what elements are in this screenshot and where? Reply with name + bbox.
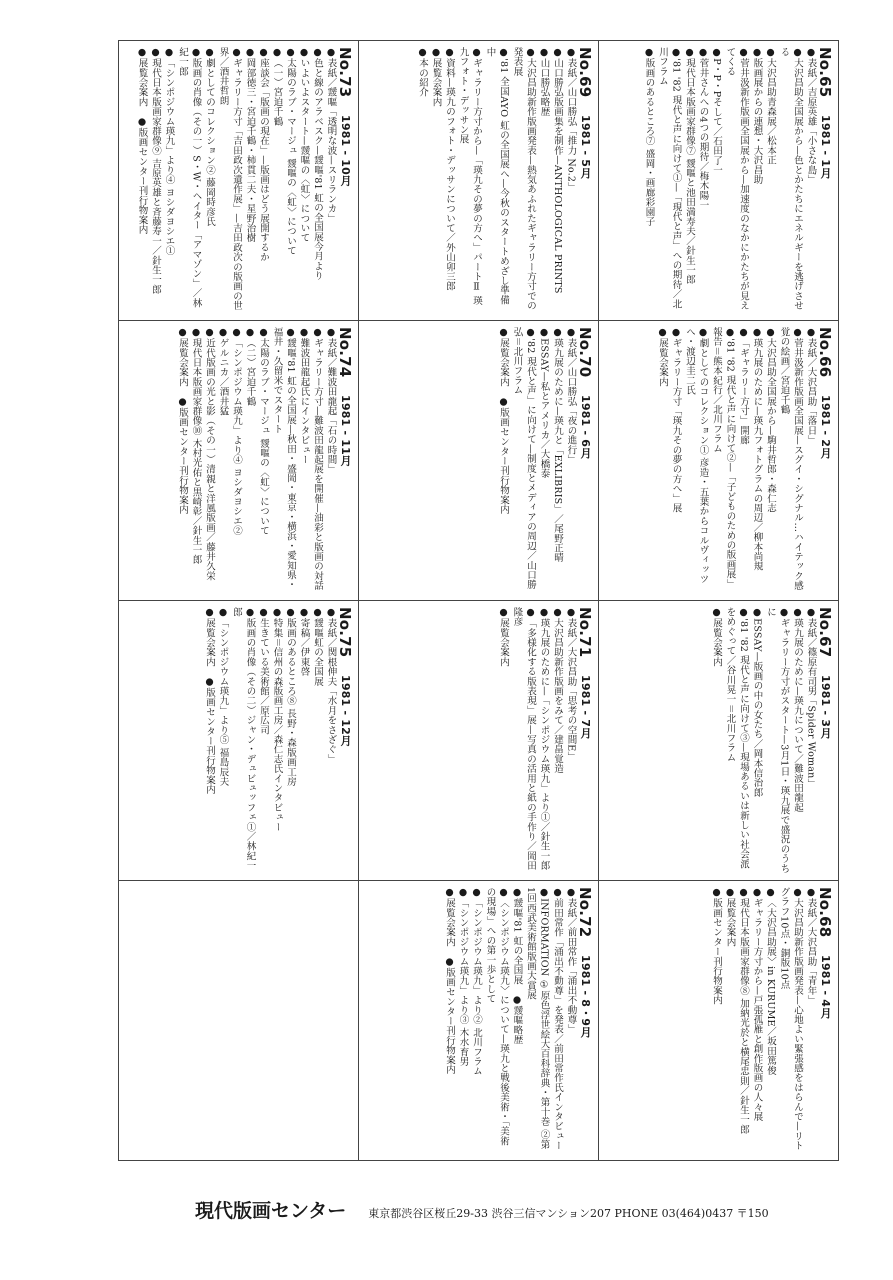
issue-date: 1981 ‐ 11月 <box>339 395 352 467</box>
article-entry: ●難波田龍起氏にインタビュー <box>298 327 310 465</box>
article-entry: ●大沢昌助全国展から—色とかたちにエネルギーを逃げさせる <box>778 47 803 311</box>
issue-cell <box>599 41 839 321</box>
article-entry: ●「シンポジウム瑛九」より② 北川フラム <box>471 887 482 1077</box>
article-entry: ●版画のあるところ⑦ 盛岡・画廊彩園子 <box>643 47 655 227</box>
article-entry: ●ギャラリー方寸—難波田龍起展を開催—油彩と版画の対話 <box>312 327 323 591</box>
article-entry: ●靉嘔'81 虹の全国展—秋田・盛岡・東京・横浜・愛知県・福井・久留米でスタート <box>271 327 296 590</box>
article-entry: ●ギャラリー方寸「吉田政次遺作展」—吉田政次の版画の世界／酒井哲朗 <box>217 47 242 311</box>
article-entry: ●P・P・Pそして／石田了一 <box>711 47 722 175</box>
article-entry: ●'81 '82 現代と声に向けて②—「子どものための版画展」報告＝熊本紀行／北川フラム <box>711 327 736 589</box>
issue-number: No.65 <box>816 47 834 98</box>
article-entry: ●版画のあるところ⑧ 長野・森版画工房 <box>285 607 296 787</box>
issue-number: No.75 <box>336 607 354 658</box>
issue-number: No.71 <box>576 607 594 658</box>
article-entry: ●劇としてのコレクション② 藤岡時彦氏 <box>204 47 215 227</box>
article-entry: ●菅井汲新作版画全国展—スグイ・シグナル…ハイテック感覚の絵画／宮迫千鶴 <box>778 327 803 591</box>
issue-heading <box>338 327 353 594</box>
article-entry: ●表紙／山口勝弘「推力 No.2」 <box>565 47 577 192</box>
article-entry: ●展覧会案内 <box>711 607 722 667</box>
issue-contents <box>710 887 833 1154</box>
issue-heading <box>578 327 593 594</box>
issue-heading <box>818 887 833 1154</box>
article-entry: ●岡部徳三・宮迫千鶴・柿貫二夫・星野治樹 <box>244 47 256 243</box>
article-entry: ●ギャラリー方寸がスタート—3月1日・瑛九展で盛況のうちに <box>765 607 790 874</box>
article-entry: ●大沢昌助全国展から—駒井哲郎・森仁志 <box>765 327 776 513</box>
article-entry: ●「シンポジウム瑛九」より③ 木水育男 <box>457 887 469 1067</box>
article-entry: ●「ギャラリー方寸」開廊 <box>738 327 749 445</box>
issue-date: 1981 ‐ 12月 <box>339 675 352 747</box>
issue-index-grid <box>118 40 839 1161</box>
article-entry: ●ギャラリー方寸から—「瑛九その夢の方へ」パートⅡ 瑛九フォト・デッサン展 <box>457 47 482 306</box>
article-entry: ●「シンポジウム瑛九」より④ ヨシダヨシエ② <box>231 327 242 536</box>
issue-number: No.67 <box>816 607 834 658</box>
article-entry: ●座談会「版画の現在」—版画はどう展開するか <box>258 47 269 262</box>
article-entry: ●大沢昌助青森展／松本正 <box>765 47 776 165</box>
issue-contents <box>710 607 833 874</box>
article-entry: ●山口勝弘版画集を制作—ANTHOLOGICAL PRINTS <box>552 47 563 294</box>
article-entry: ●いよいよスタート—靉嘔の〈虹〉について <box>298 47 310 243</box>
article-entry: ●展覧会案内 ●版画センター刊行物案内 <box>204 607 215 795</box>
article-entry: ●ゲルニカ／酒井猛 <box>217 327 229 416</box>
article-entry: ●〈大沢昌助展〉in KURUME／坂田篤俊 <box>765 887 776 1076</box>
article-entry: ●ギャラリー方寸「瑛九その夢の方へ」展 <box>670 327 682 513</box>
issue-date: 1981 ‐ 2月 <box>819 395 832 459</box>
article-entry: ●'81 '82 現代と声に向けて③—現場あるいは新しい社会派をめぐって／谷川晃一＝北川フラム <box>724 607 749 869</box>
issue-date: 1981 ‐ 10月 <box>339 115 352 187</box>
article-entry: ●特集＝信州の森版画工房／森仁志氏インタビュー <box>271 607 283 832</box>
article-entry: ●表紙／大沢昌助「思考の空間E」 <box>565 607 577 762</box>
issue-heading <box>578 887 593 1154</box>
article-entry: ●版画展からの連想・大沢昌助 <box>751 47 763 185</box>
article-entry: ●表紙／山口勝弘「夜の進行」 <box>565 327 577 465</box>
article-entry: ●表紙／吉原英雄「小さな島」 <box>805 47 817 185</box>
article-entry: ●菅井さんへの4つの期待／梅木陽一 <box>697 47 709 210</box>
article-entry: ●表紙／難波田龍起「石の時間」 <box>325 327 337 474</box>
article-entry: ●靉嘔虹の全国展 <box>312 607 323 687</box>
article-entry: ●'81 全国AYO 虹の全国展へ—今秋のスタートめざし準備中 <box>484 47 509 305</box>
article-entry: ●本の紹介 <box>417 47 428 97</box>
article-entry: ●展覧会案内 <box>498 607 509 667</box>
article-entry: ●表紙／篠原有司男「Spider Woman」 <box>805 607 817 789</box>
issue-cell <box>359 601 599 881</box>
article-entry: ●現代日本版画家群像⑦ 靉嘔と池田満寿夫／針生一郎 <box>684 47 695 285</box>
article-entry: ●靉嘔'81 虹の全国展 ●靉嘔略歴 <box>511 887 523 1045</box>
article-entry: ●展覧会案内 <box>430 47 442 107</box>
issue-contents <box>203 607 353 874</box>
article-entry: ●（一）宮迫千鶴 <box>271 47 283 127</box>
issue-date: 1981 ‐ 1月 <box>819 115 832 179</box>
article-entry: ●表紙／前田常作「涌出不動尊」 <box>565 887 577 1034</box>
issue-cell <box>599 321 839 601</box>
article-entry: ●大沢昌助新作版画発表—心地よい緊張感をはらんで—リトグラフ10点・銅版10点 <box>778 887 803 1151</box>
issue-date: 1981 ‐ 6月 <box>579 395 592 459</box>
article-entry: ●'81 '82 現代と声に向けて①—「現代と声」への期待／北川フラム <box>657 47 682 309</box>
article-entry: ●「シンポジウム瑛九」より⑤ 福島辰夫 <box>217 607 229 787</box>
article-entry: ●瑛九展のために—瑛九と「EXLIBRIS」／尾野正晴 <box>552 327 563 563</box>
issue-cell <box>119 601 359 881</box>
article-entry: ●版画の肖像（その二）ジャン・デュビュッフェ①／林紀一郎 <box>231 607 256 871</box>
article-entry: ●山口勝弘略歴 <box>538 47 550 117</box>
issue-contents <box>642 47 832 314</box>
article-entry: ●現代日本版画家群像⑧ 加納光於と横尾忠則／針生一郎 <box>738 887 749 1135</box>
issue-number: No.72 <box>576 887 594 938</box>
issue-heading <box>578 607 593 874</box>
issue-cell <box>119 321 359 601</box>
article-entry: ●ESSAY—版画の中の女たち／岡本信治郎 <box>751 607 763 798</box>
issue-date: 1981 ‐ 8・9月 <box>579 955 592 1038</box>
issue-date: 1981 ‐ 5月 <box>579 115 592 179</box>
issue-contents <box>176 327 353 594</box>
issue-cell <box>599 881 839 1161</box>
article-entry: ●展覧会案内 <box>657 327 668 387</box>
article-entry: ●展覧会案内 ●版画センター刊行物案内 <box>136 47 148 235</box>
article-entry: ●資料—瑛九のフォト・デッサンについて／外山卯三郎 <box>444 47 455 291</box>
article-entry: ●大沢昌助新作版画発表—熱気あふれたギャラリー方寸での発表展 <box>511 47 536 311</box>
article-entry: ●INFORMATION ①原色浮世絵大百科辞典・第十巻 ②第1回西武美術館版画大賞展 <box>525 887 550 1150</box>
issue-number: No.70 <box>576 327 594 378</box>
issue-contents <box>497 607 593 874</box>
article-entry: ●表紙／大沢昌助「青年」 <box>805 887 817 1005</box>
issue-number: No.69 <box>576 47 594 98</box>
article-entry: ●現代日本版画家群像⑨ 吉原英雄と斉藤寿一／針生一郎 <box>150 47 161 295</box>
article-entry: ●版画センター刊行物案内 <box>711 887 722 1005</box>
issue-heading <box>818 327 833 594</box>
article-entry: ●瑛九展のために—瑛九フォトグラムの周辺／柳本尚規 <box>751 327 763 571</box>
article-entry: ●展覧会案内 ●版画センター刊行物案内 <box>498 327 509 515</box>
issue-contents <box>135 47 352 314</box>
article-entry: ●「シンポジウム瑛九」より④ ヨシダヨシエ① <box>163 47 175 256</box>
issue-date: 1981 ‐ 7月 <box>579 675 592 739</box>
article-entry: ●大沢昌助新作版画をみて／建畠覚造 <box>552 607 563 774</box>
article-entry: ●寄稿／伊東啓 <box>298 607 310 677</box>
publisher-footer <box>195 1196 769 1223</box>
article-entry: ●表紙／靉嘔「透明な波—スリランカ」 <box>325 47 337 224</box>
article-entry: ●'82 現代と声」に向けて—制度とメディアの周辺／山口勝弘＝北川フラム <box>511 327 536 590</box>
article-entry: ●ESSAY—私とアメリカ／大橋泰 <box>538 327 550 479</box>
article-entry: ●色と線のアラベスク—靉嘔'81 虹の全国展今月より <box>312 47 323 281</box>
issue-contents <box>497 327 593 594</box>
issue-contents <box>656 327 833 594</box>
issue-heading <box>818 607 833 874</box>
issue-cell <box>359 41 599 321</box>
article-entry: ●〈シンポジウム瑛九〉について—瑛九と戦後美術・「美術の現場」への第一歩として <box>484 887 509 1146</box>
article-entry: ●ギャラリー方寸から—戸張孤雁と創作版画の人々展 <box>751 887 763 1122</box>
issue-number: No.73 <box>336 47 354 98</box>
issue-date: 1981 ‐ 4月 <box>819 955 832 1019</box>
article-entry: ●瑛九展のために—瑛九について／難波田龍起 <box>792 607 803 813</box>
issue-heading <box>578 47 593 314</box>
issue-cell <box>599 601 839 881</box>
issue-contents <box>443 887 593 1154</box>
issue-date: 1981 ‐ 3月 <box>819 675 832 739</box>
issue-number: No.68 <box>816 887 834 938</box>
issue-number: No.66 <box>816 327 834 378</box>
article-entry: ●展覧会案内 ●版画センター刊行物案内 <box>177 327 188 515</box>
article-entry: ●（二）宮迫千鶴 <box>244 327 256 407</box>
publisher-address: 東京都渋谷区桜丘29‐33 渋谷三信マンション207 PHONE 03(464)0437 〒150 <box>368 1207 769 1220</box>
issue-heading <box>338 607 353 874</box>
article-entry: ●展覧会案内 <box>724 887 736 947</box>
article-entry: ●「多様化する版表現」展—写真の活用と紙の手作り／岡田隆彦 <box>511 607 536 871</box>
article-entry: ●現代日本版画家群像⑩ 木村光佑と黒崎彰／針生一郎 <box>190 327 202 565</box>
issue-cell <box>359 321 599 601</box>
article-entry: ●太陽のラブ・マージュ 靉嘔の〈虹〉について <box>285 47 296 256</box>
article-entry: ●展覧会案内 ●版画センター刊行物案内 <box>444 887 455 1075</box>
article-entry: ●表紙／大沢昌助「落日」 <box>805 327 817 445</box>
article-entry: ●瑛九展のために—「シンポジウム瑛九」より①／針生一郎 <box>538 607 550 871</box>
article-entry: ●版画の肖像（その一）S・W・ヘイター「アマゾン」／林紀一郎 <box>177 47 202 308</box>
issue-number: No.74 <box>336 327 354 378</box>
article-entry: ●生きている美術館／原広司 <box>258 607 269 735</box>
publisher-name: 現代版画センター <box>195 1200 347 1222</box>
article-entry: ●太陽のラブ・マージュ 靉嘔の〈虹〉について <box>258 327 269 536</box>
issue-cell <box>119 41 359 321</box>
issue-heading <box>338 47 353 314</box>
article-entry: ●前田常作「涌出不動尊」を発表／前田常作氏インタビュー <box>552 887 563 1151</box>
article-entry: ●近代版画の光と影（その一）清親と洋風版画／藤井久栄 <box>204 327 215 581</box>
article-entry: ●菅井汲新作版画全国展から—加速度のなかにかたちが見えてくる <box>724 47 749 311</box>
issue-cell <box>359 881 599 1161</box>
issue-heading <box>818 47 833 314</box>
issue-cell <box>119 881 359 1161</box>
article-entry: ●劇としてのコレクション① 彦造・五葉からコルヴィッツへ・渡辺圭二氏 <box>684 327 709 584</box>
article-entry: ●表紙／関根伸夫「水月をさざぐ」 <box>325 607 337 764</box>
issue-contents <box>416 47 593 314</box>
